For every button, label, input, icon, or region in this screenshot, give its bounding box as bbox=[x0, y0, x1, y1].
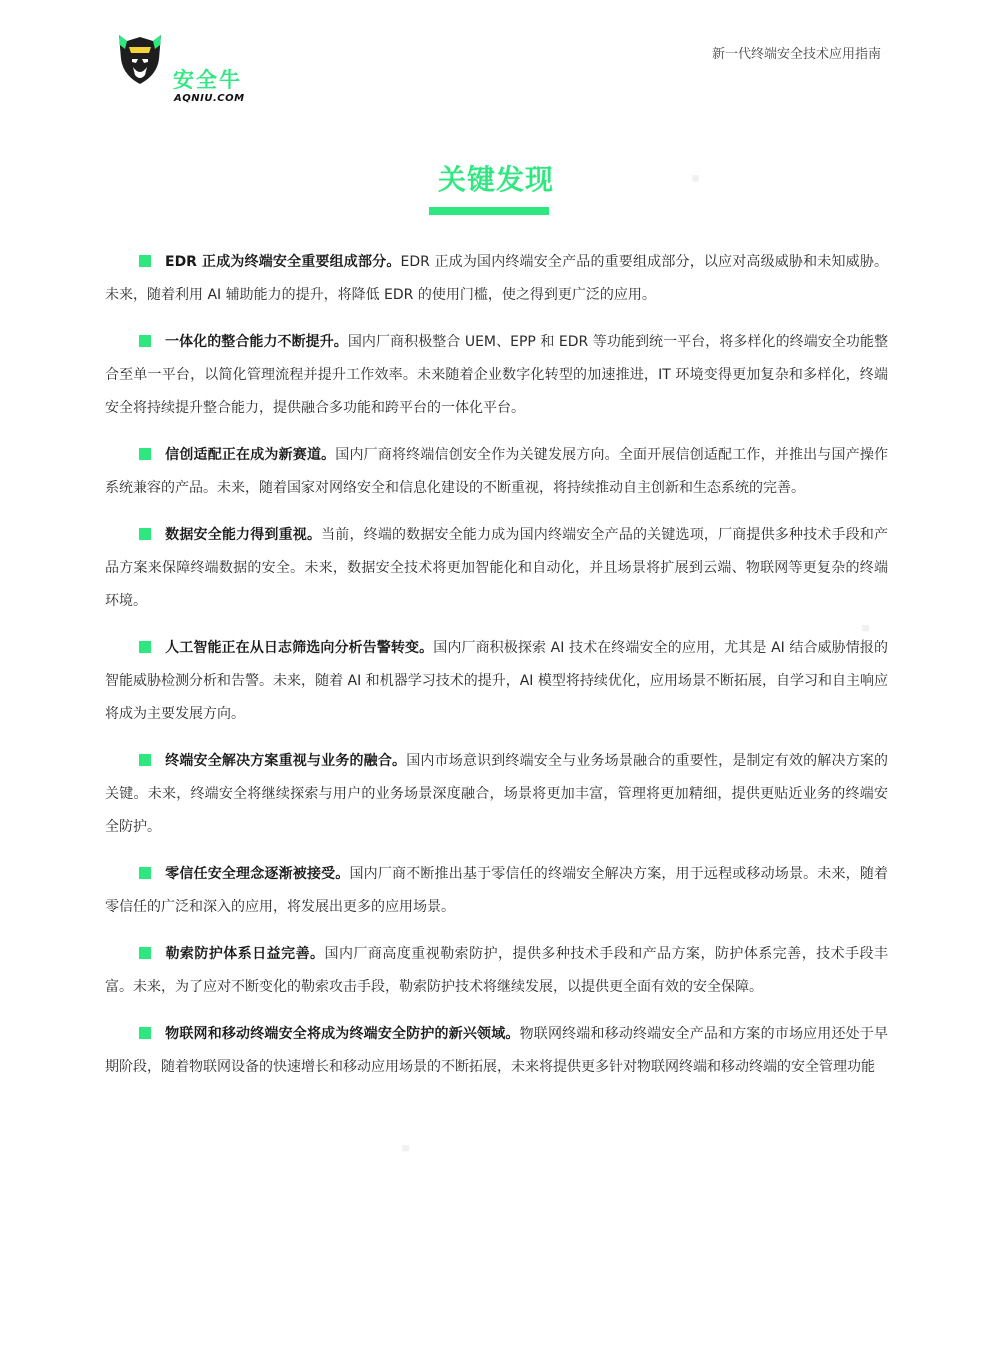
finding-item bbox=[105, 1018, 888, 1084]
finding-item bbox=[105, 938, 888, 1004]
square-bullet-icon bbox=[139, 1027, 151, 1039]
finding-title: 一体化的整合能力不断提升。 bbox=[165, 334, 348, 350]
square-bullet-icon bbox=[139, 641, 151, 653]
finding-body: 国内厂商高度重视勒索防护，提供多种技术手段和产品方案，防护体系完善，技术手段丰富。未来，为了应对不断变化的勒索攻击手段，勒索防护技术将继续发展，以提供更全面有效的安全保障。 bbox=[105, 946, 889, 995]
finding-title: 人工智能正在从日志筛选向分析告警转变。 bbox=[165, 640, 434, 656]
finding-item bbox=[105, 246, 888, 312]
finding-body: 国内厂商积极探索 AI 技术在终端安全的应用，尤其是 AI 结合威胁情报的智能威胁检测分析和告警。未来，随着 AI 和机器学习技术的提升，AI 模型将持续优化，应用场景不断拓展，自学习和自主响应将成为主要发展方向。 bbox=[105, 640, 889, 722]
finding-body: 国内厂商将终端信创安全作为关键发展方向。全面开展信创适配工作，并推出与国产操作系统兼容的产品。未来，随着国家对网络安全和信息化建设的不断重视，将持续推动自主创新和生态系统的完善。 bbox=[105, 447, 889, 496]
finding-body: 国内市场意识到终端安全与业务场景融合的重要性，是制定有效的解决方案的关键。未来，终端安全将继续探索与用户的业务场景深度融合，场景将更加丰富，管理将更加精细，提供更贴近业务的终端安全防护。 bbox=[105, 753, 889, 835]
finding-title: 零信任安全理念逐渐被接受。 bbox=[165, 866, 350, 882]
watermark: ◆ bbox=[856, 618, 875, 636]
finding-item bbox=[105, 439, 888, 505]
brand-name-en: AQNIU.COM bbox=[174, 93, 245, 104]
square-bullet-icon bbox=[139, 867, 151, 879]
watermark: ◆ bbox=[396, 1138, 415, 1156]
finding-body: 物联网终端和移动终端安全产品和方案的市场应用还处于早期阶段，随着物联网设备的快速增长和移动应用场景的不断拓展，未来将提供更多针对物联网终端和移动终端的安全管理功能 bbox=[105, 1026, 889, 1075]
finding-item bbox=[105, 632, 888, 731]
document-title: 新一代终端安全技术应用指南 bbox=[711, 47, 881, 62]
finding-title: 数据安全能力得到重视。 bbox=[165, 527, 322, 543]
bull-shield-icon bbox=[117, 29, 163, 85]
square-bullet-icon bbox=[139, 754, 151, 766]
finding-body: 国内厂商积极整合 UEM、EPP 和 EDR 等功能到统一平台，将多样化的终端安全功能整合至单一平台，以简化管理流程并提升工作效率。未来随着企业数字化转型的加速推进，IT 环境变得更加复杂和多样化，终端安全将持续提升整合能力，提供融合多功能和跨平台的一体化平台。 bbox=[105, 334, 888, 416]
square-bullet-icon bbox=[139, 448, 151, 460]
square-bullet-icon bbox=[139, 947, 151, 959]
finding-body: 当前，终端的数据安全能力成为国内终端安全产品的关键选项，厂商提供多种技术手段和产品方案来保障终端数据的安全。未来，数据安全技术将更加智能化和自动化，并且场景将扩展到云端、物联网等更复杂的终端环境。 bbox=[105, 527, 889, 609]
title-underline bbox=[429, 207, 549, 215]
logo bbox=[117, 29, 247, 104]
finding-item bbox=[105, 858, 888, 924]
finding-body: 国内厂商不断推出基于零信任的终端安全解决方案，用于远程或移动场景。未来，随着零信任的广泛和深入的应用，将发展出更多的应用场景。 bbox=[105, 866, 889, 915]
finding-title: 物联网和移动终端安全将成为终端安全防护的新兴领域。 bbox=[165, 1026, 520, 1042]
finding-title: EDR 正成为终端安全重要组成部分。 bbox=[165, 254, 401, 270]
findings-list bbox=[105, 246, 888, 1090]
finding-item bbox=[105, 519, 888, 618]
square-bullet-icon bbox=[139, 528, 151, 540]
finding-item bbox=[105, 745, 888, 844]
square-bullet-icon bbox=[139, 255, 151, 267]
finding-item bbox=[105, 326, 888, 425]
square-bullet-icon bbox=[139, 335, 151, 347]
finding-body: EDR 正成为国内终端安全产品的重要组成部分，以应对高级威胁和未知威胁。未来，随着利用 AI 辅助能力的提升，将降低 EDR 的使用门槛，使之得到更广泛的应用。 bbox=[105, 254, 888, 303]
finding-title: 勒索防护体系日益完善。 bbox=[165, 946, 325, 962]
page-title: 关键发现 bbox=[437, 163, 554, 196]
watermark: ◆ bbox=[686, 168, 705, 186]
finding-title: 信创适配正在成为新赛道。 bbox=[165, 447, 336, 463]
brand-name-cn: 安全牛 bbox=[173, 68, 242, 92]
finding-title: 终端安全解决方案重视与业务的融合。 bbox=[165, 753, 407, 769]
